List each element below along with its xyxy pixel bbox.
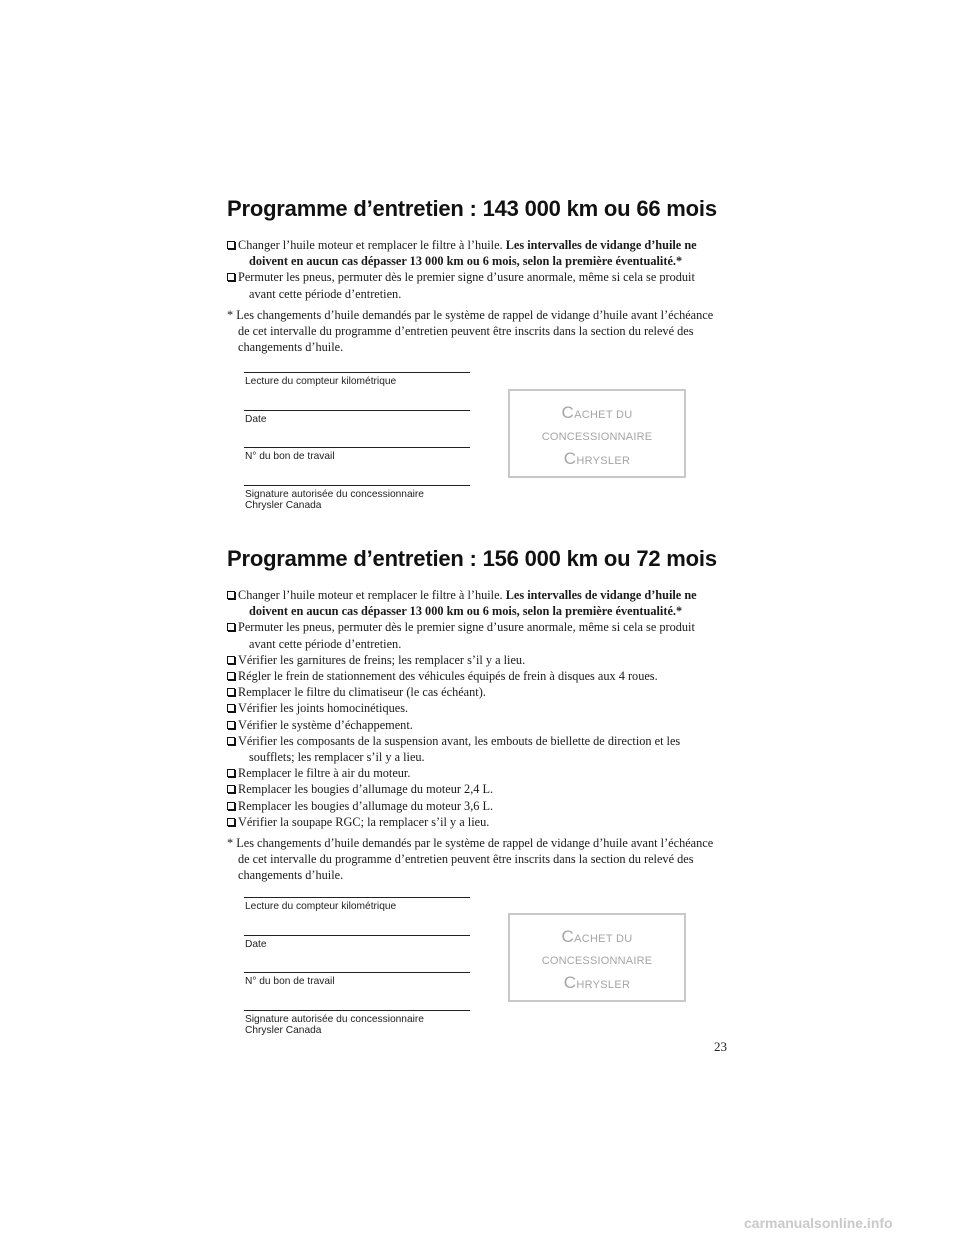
signature-line xyxy=(244,372,470,373)
date-field[interactable]: Date xyxy=(244,410,470,448)
work-order-field[interactable]: N° du bon de travail xyxy=(244,447,470,485)
checklist-item: Régler le frein de stationnement des véhicules équipés de frein à disques aux 4 roues. xyxy=(227,668,722,684)
dealer-record-form xyxy=(244,372,470,522)
watermark: carmanualsonline.info xyxy=(744,1215,893,1231)
checklist-item: Changer l’huile moteur et remplacer le filtre à l’huile. Les intervalles de vidange d’huile ne doivent en aucun cas dépasser 13 000 km ou 6 mois, selon la première éventualité.* xyxy=(227,237,722,269)
checkbox-icon[interactable] xyxy=(227,818,235,826)
checklist-item: Vérifier les composants de la suspension avant, les embouts de biellette de direction et les soufflets; les remplacer s’il y a lieu. xyxy=(227,733,722,765)
page-number: 23 xyxy=(714,1039,727,1054)
section-title: Programme d’entretien : 143 000 km ou 66 mois xyxy=(227,196,717,221)
checkbox-icon[interactable] xyxy=(227,241,235,249)
signature-field[interactable]: Signature autorisée du concessionnaire Chrysler Canada xyxy=(244,1010,470,1048)
checklist-item: Changer l’huile moteur et remplacer le filtre à l’huile. Les intervalles de vidange d’huile ne doivent en aucun cas dépasser 13 000 km ou 6 mois, selon la première éventualité.* xyxy=(227,587,722,619)
checkbox-icon[interactable] xyxy=(227,704,235,712)
checklist-item: Vérifier le système d’échappement. xyxy=(227,717,722,733)
checklist-item: Permuter les pneus, permuter dès le premier signe d’usure anormale, même si cela se produit avant cette période d’entretien. xyxy=(227,269,722,301)
signature-line xyxy=(244,1010,470,1011)
checklist-item: Remplacer le filtre à air du moteur. xyxy=(227,765,722,781)
dealer-stamp-box: CACHET DU CONCESSIONNAIRE CHRYSLER xyxy=(508,389,686,478)
section-title: Programme d’entretien : 156 000 km ou 72 mois xyxy=(227,546,717,571)
checklist xyxy=(227,587,722,830)
date-field[interactable]: Date xyxy=(244,935,470,973)
checkbox-icon[interactable] xyxy=(227,688,235,696)
checklist-item: Vérifier les joints homocinétiques. xyxy=(227,700,722,716)
checkbox-icon[interactable] xyxy=(227,785,235,793)
odometer-field[interactable]: Lecture du compteur kilométrique xyxy=(244,372,470,410)
checklist-item: Vérifier la soupape RGC; la remplacer s’il y a lieu. xyxy=(227,814,722,830)
signature-line xyxy=(244,897,470,898)
checkbox-icon[interactable] xyxy=(227,672,235,680)
footnote: * Les changements d’huile demandés par le système de rappel de vidange d’huile avant l’échéance de cet intervalle du programme d’entretien peuvent être inscrits dans la section du relevé des changements d’huile. xyxy=(227,836,714,883)
checklist-item: Remplacer les bougies d’allumage du moteur 3,6 L. xyxy=(227,798,722,814)
checkbox-icon[interactable] xyxy=(227,591,235,599)
checklist-item: Permuter les pneus, permuter dès le premier signe d’usure anormale, même si cela se produit avant cette période d’entretien. xyxy=(227,619,722,651)
maintenance-section-156000 xyxy=(227,546,722,884)
signature-line xyxy=(244,972,470,973)
signature-line xyxy=(244,485,470,486)
checkbox-icon[interactable] xyxy=(227,737,235,745)
signature-line xyxy=(244,935,470,936)
footnote: * Les changements d’huile demandés par le système de rappel de vidange d’huile avant l’échéance de cet intervalle du programme d’entretien peuvent être inscrits dans la section du relevé des changements d’huile. xyxy=(227,307,714,355)
checklist-item: Remplacer le filtre du climatiseur (le cas échéant). xyxy=(227,684,722,700)
checklist-item: Vérifier les garnitures de freins; les remplacer s’il y a lieu. xyxy=(227,652,722,668)
odometer-field[interactable]: Lecture du compteur kilométrique xyxy=(244,897,470,935)
checkbox-icon[interactable] xyxy=(227,623,235,631)
dealer-record-form xyxy=(244,897,470,1047)
checklist xyxy=(227,237,722,302)
signature-line xyxy=(244,410,470,411)
checklist-item: Remplacer les bougies d’allumage du moteur 2,4 L. xyxy=(227,781,722,797)
checkbox-icon[interactable] xyxy=(227,273,235,281)
signature-line xyxy=(244,447,470,448)
dealer-stamp-box: CACHET DU CONCESSIONNAIRE CHRYSLER xyxy=(508,913,686,1002)
maintenance-section-143000 xyxy=(227,196,722,355)
checkbox-icon[interactable] xyxy=(227,802,235,810)
work-order-field[interactable]: N° du bon de travail xyxy=(244,972,470,1010)
checkbox-icon[interactable] xyxy=(227,656,235,664)
signature-field[interactable]: Signature autorisée du concessionnaire Chrysler Canada xyxy=(244,485,470,523)
checkbox-icon[interactable] xyxy=(227,721,235,729)
checkbox-icon[interactable] xyxy=(227,769,235,777)
